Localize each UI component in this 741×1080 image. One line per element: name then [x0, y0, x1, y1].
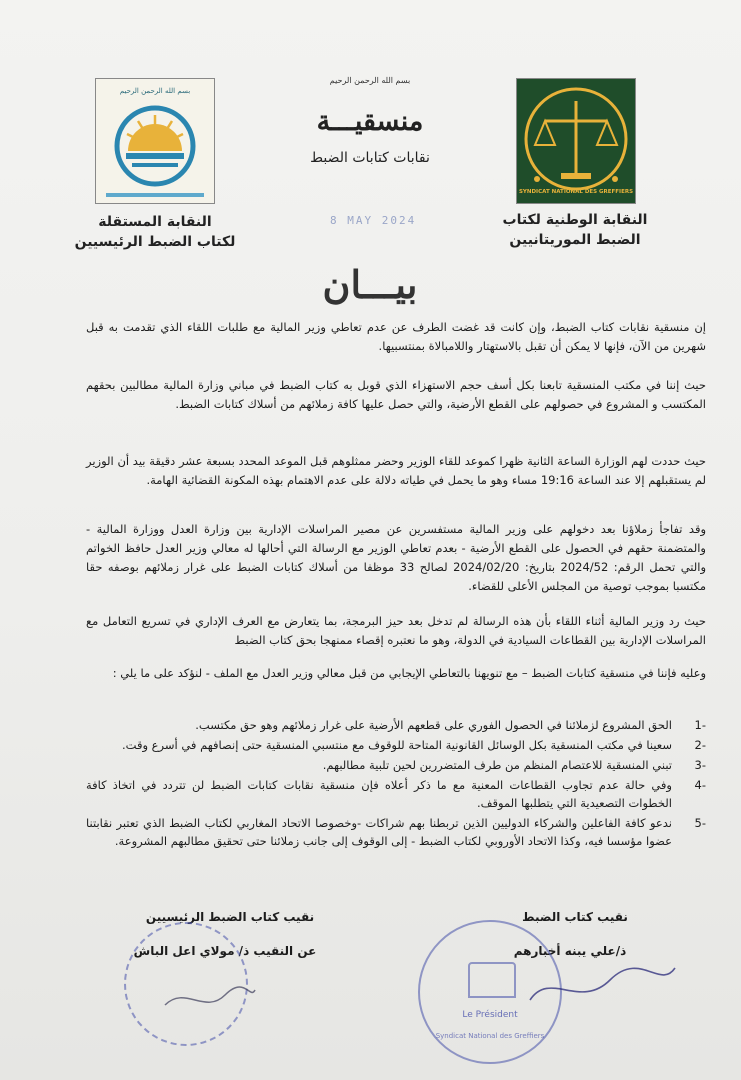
coordination-title: منسقيـــة — [316, 106, 424, 137]
list-item — [86, 716, 706, 734]
scales-of-justice-icon — [517, 79, 635, 203]
independent-union-name-line2: لكتاب الضبط الرئيسيين — [74, 234, 236, 250]
header-basmala: بسم الله الرحمن الرحيم — [329, 76, 411, 85]
paragraph-minister-reply: حيث رد وزير المالية أثناء اللقاء بأن هذه الرسالة لم تدخل بعد حيز البرمجة، بما يتعارض مع العرف الإداري في تسريع التعامل مع المراسلات الإدارية بين القطاعات السيادية في الدولة، وهو ما نعتبره إقصاء ممنهجا بحق كتاب الضبط — [86, 614, 706, 647]
paragraph-letter: وقد تفاجأ زملاؤنا بعد دخولهم على وزير المالية مستفسرين عن مصير المراسلات الإدارية بين وزارة العدل ووزارة المالية - والمتضمنة حقهم في الحصول على القطع الأرضية - بعدم تعاطي الوزير مع الرسالة التي أحالها له معالي وزير العدل حافظ الخواتم والتي تحمل الرقم: 2024/52 بتاريخ: 2024/02/20 لصالح 33 موظفا من أسلاك كتابات الضبط على غرار زملائهم بوصفه حقا مكتسبا بموجب توصية من المجلس الأعلى للقضاء. — [86, 522, 707, 593]
list-item-text: الحق المشروع لزملائنا في الحصول الفوري على قطعهم الأرضية على غرار زملائهم وهو حق مكتسب. — [195, 718, 672, 732]
sun-emblem-icon — [96, 79, 214, 203]
independent-union-name-line1: النقابة المستقلة — [98, 214, 212, 230]
independent-union-logo — [95, 78, 215, 204]
list-item-number: -5 — [694, 816, 706, 830]
logo-french-name: SYNDICAT NATIONAL DES GREFFIERS — [518, 189, 634, 195]
list-item-text: ندعو كافة الفاعلين والشركاء الدوليين الذين تربطنا بهم شراكات -وخصوصا الاتحاد المغاربي لكتاب الضبط الذي تعتبر نقابتنا عضوا مؤسسا فيه، وكذا الاتحاد الأوروبي لكتاب الضبط - إلى الوقوف إلى جانب زملائنا حتى تحقيق مطالبهم المشروعة. — [86, 816, 672, 848]
received-date-stamp: 8 MAY 2024 — [330, 214, 417, 227]
list-item — [86, 776, 706, 812]
national-union-name-line2: الضبط الموريتانيين — [509, 232, 641, 248]
list-item — [86, 814, 706, 850]
demands-list — [86, 716, 706, 852]
statement-title: بيـــان — [322, 262, 418, 307]
right-signatory-title: نقيب كتاب الضبط — [522, 910, 628, 924]
left-signatory-title: نقيب كتاب الضبط الرئيسيين — [145, 910, 315, 924]
national-union-name-line1: النقابة الوطنية لكتاب — [502, 212, 648, 228]
seal-building-icon — [468, 962, 516, 998]
independent-union-name — [70, 212, 240, 252]
list-item-text: تبني المنسقية للاعتصام المنظم من طرف المتضررين لحين تلبية مطالبهم. — [322, 758, 672, 772]
list-item-number: -3 — [694, 758, 706, 772]
list-item-number: -1 — [694, 718, 706, 732]
seal-president-label: Le Président — [462, 1010, 518, 1020]
list-item-number: -4 — [694, 778, 706, 792]
list-item-text: سعينا في مكتب المنسقية بكل الوسائل القانونية المتاحة للوقوف مع منتسبي المنسقية حتى إنصافهم في أسرع وقت. — [122, 738, 672, 752]
national-union-logo — [516, 78, 636, 204]
list-item — [86, 736, 706, 754]
seal-arc-text: Syndicat National des Greffiers — [435, 1032, 545, 1040]
list-item — [86, 756, 706, 774]
right-signature-scribble — [520, 960, 680, 1020]
right-signatory-name: ذ/علي يبنه أخبارهم — [513, 944, 627, 958]
list-item-number: -2 — [694, 738, 706, 752]
paragraph-mockery: حيث إننا في مكتب المنسقية تابعنا بكل أسف حجم الاستهزاء الذي قوبل به كتاب الضبط في مباني وزارة المالية مطالبين بحقهم المكتسب و المشروع في حصولهم على القطع الأرضية، والتي حصل عليها كافة زملائهم من أسلاك كتابات الضبط. — [86, 378, 706, 411]
logo-basmala: بسم الله الرحمن الرحيم — [119, 87, 191, 95]
logo-base-band — [106, 193, 204, 197]
left-signatory-name: عن النقيب ذ/ مولاي اعل الباش — [133, 944, 317, 958]
paragraph-intro: إن منسقية نقابات كتاب الضبط، وإن كانت قد غضت الطرف عن عدم تعاطي وزير المالية مع طلبات اللقاء الذي تقدمت به قبل شهرين من الآن، فإنها لا يمكن أن تقبل بالاستهتار واللامبالاة بمنتسبيها. — [86, 320, 706, 353]
national-union-name — [490, 210, 660, 250]
left-signature-scribble — [160, 980, 260, 1020]
coordination-subtitle: نقابات كتابات الضبط — [310, 150, 430, 166]
paragraph-conclusion: وعليه فإننا في منسقية كتابات الضبط – مع تنويهنا بالتعاطي الإيجابي من قبل معالي وزير العدل مع الملف - لنؤكد على ما يلي : — [112, 666, 706, 680]
paragraph-meeting-time: حيث حددت لهم الوزارة الساعة الثانية ظهرا كموعد للقاء الوزير وحضر ممثلوهم قبل الموعد المحدد بسبعة عشر دقيقة بيد أن الوزير لم يستقبلهم إلا عند الساعة 19:16 مساء وهو ما يحمل في طياته دلالة على عدم الاهتمام بهذه المكونة القضائية الهامة. — [86, 454, 706, 487]
list-item-text: وفي حالة عدم تجاوب القطاعات المعنية مع ما ذكر أعلاه فإن منسقية نقابات كتابات الضبط لن تتردد في اتخاذ كافة الخطوات التصعيدية التي يتطلبها الموقف. — [86, 778, 672, 810]
